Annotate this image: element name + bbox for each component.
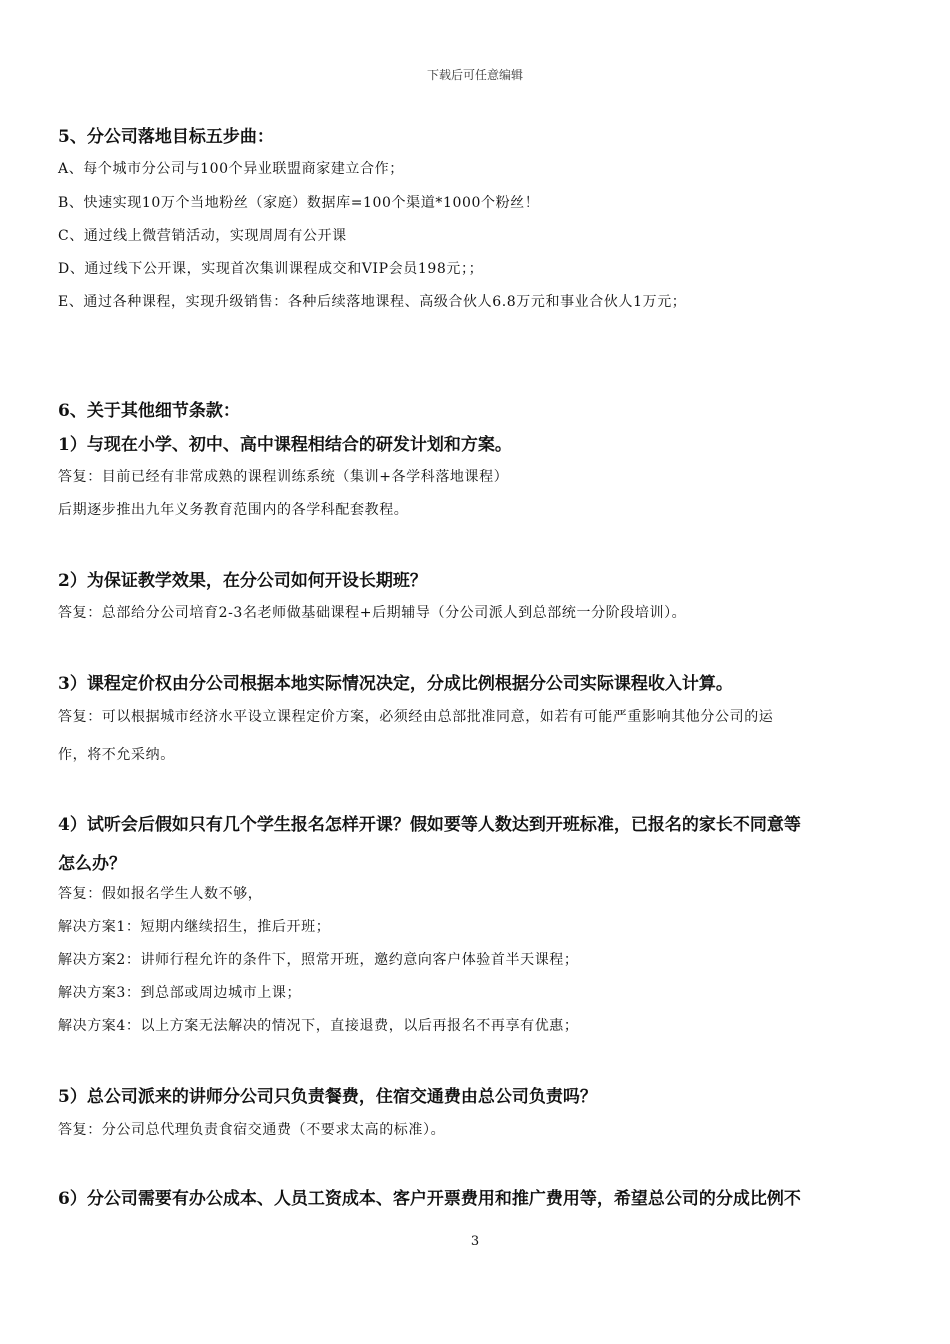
question-4-solution-3: 解决方案3：到总部或周边城市上课； [58,985,302,1001]
section-5-item-d: D、通过线下公开课，实现首次集训课程成交和VIP会员198元；； [58,261,484,277]
question-3-title: 3）课程定价权由分公司根据本地实际情况决定，分成比例根据分公司实际课程收入计算。 [58,674,733,694]
question-2-answer-line: 答复：总部给分公司培育2-3名老师做基础课程+后期辅导（分公司派人到总部统一分阶段培训）。 [58,605,687,621]
question-4-solution-2: 解决方案2：讲师行程允许的条件下，照常开班，邀约意向客户体验首半天课程； [58,952,579,968]
question-4-answer-line: 答复：假如报名学生人数不够， [58,886,263,902]
question-1-answer-line: 答复：目前已经有非常成熟的课程训练系统（集训+各学科落地课程） [58,469,509,485]
header-note: 下载后可任意编辑 [426,68,523,82]
section-6-title: 6、关于其他细节条款： [58,401,240,421]
question-2-title: 2）为保证教学效果，在分公司如何开设长期班？ [58,571,427,591]
question-1-title: 1）与现在小学、初中、高中课程相结合的研发计划和方案。 [58,435,512,455]
section-5-item-e: E、通过各种课程，实现升级销售：各种后续落地课程、高级合伙人6.8万元和事业合伙人1万元； [58,294,687,310]
section-5-title: 5、分公司落地目标五步曲： [58,127,274,147]
question-5-answer-line: 答复：分公司总代理负责食宿交通费（不要求太高的标准）。 [58,1122,446,1138]
section-5-item-b: B、快速实现10万个当地粉丝（家庭）数据库=100个渠道*1000个粉丝！ [58,195,540,211]
question-4-solution-4: 解决方案4：以上方案无法解决的情况下，直接退费，以后再报名不再享有优惠； [58,1018,579,1034]
question-4-title-cont: 怎么办？ [58,854,126,874]
question-5-title: 5）总公司派来的讲师分公司只负责餐费，住宿交通费由总公司负责吗？ [58,1087,597,1107]
question-3-answer-line: 作，将不允采纳。 [58,747,175,763]
question-3-answer-line: 答复：可以根据城市经济水平设立课程定价方案，必须经由总部批准同意，如若有可能严重影响其他分公司的运 [58,709,774,725]
question-4-solution-1: 解决方案1：短期内继续招生，推后开班； [58,919,331,935]
question-1-answer-line: 后期逐步推出九年义务教育范围内的各学科配套教程。 [58,502,409,518]
question-4-title: 4）试听会后假如只有几个学生报名怎样开课？假如要等人数达到开班标准，已报名的家长不同意等 [58,815,801,835]
section-5-item-c: C、通过线上微营销活动，实现周周有公开课 [58,228,347,244]
section-5-item-a: A、每个城市分公司与100个异业联盟商家建立合作； [58,161,404,177]
page-number: 3 [470,1234,480,1249]
question-6-title: 6）分公司需要有办公成本、人员工资成本、客户开票费用和推广费用等，希望总公司的分成比例不 [58,1189,801,1209]
